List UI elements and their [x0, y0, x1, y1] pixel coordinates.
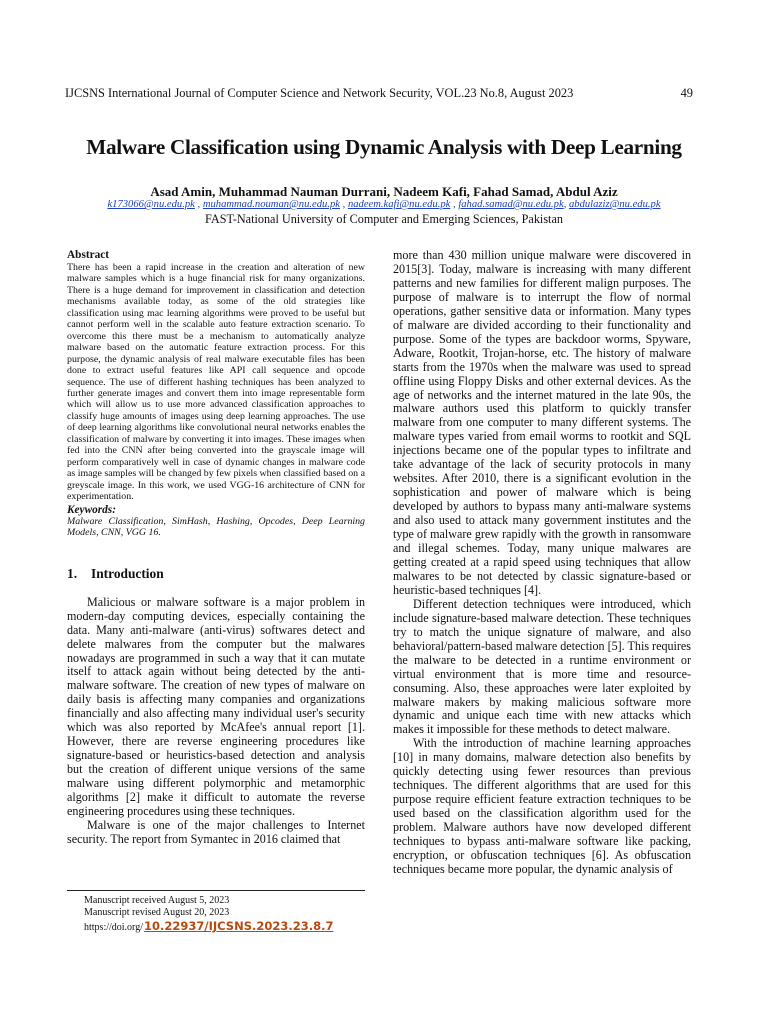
keywords-body: Malware Classification, SimHash, Hashing, Opcodes, Deep Learning Models, CNN, VGG 16.: [67, 515, 365, 539]
section-number: 1.: [67, 565, 78, 581]
journal-name: IJCSNS International Journal of Computer Science and Network Security, VOL.23 No.8, August 2023: [65, 86, 574, 100]
page-number: 49: [680, 86, 693, 100]
author-emails: k173066@nu.edu.pk , muhammad.nouman@nu.edu.pk , nadeem.kafi@nu.edu.pk , fahad.samad@nu.edu.pk, abdulaziz@nu.edu.pk: [107, 199, 661, 210]
email-link[interactable]: fahad.samad@nu.edu.pk: [458, 199, 564, 210]
footnote-divider: [67, 890, 365, 891]
email-link[interactable]: k173066@nu.edu.pk: [107, 199, 195, 210]
email-link[interactable]: nadeem.kafi@nu.edu.pk: [347, 199, 451, 210]
manuscript-received: Manuscript received August 5, 2023: [84, 895, 230, 906]
paper-title: Malware Classification using Dynamic Analysis with Deep Learning: [86, 135, 682, 159]
abstract-heading: Abstract: [67, 249, 110, 261]
intro-paragraph: more than 430 million unique malware were discovered in 2015[3]. Today, malware is increasing with many different patterns and new families for different malign purposes. The purpose of malware is to interrupt the flow of normal operations, gather sensitive data or information. Many types of malware are divided according to their functionality and purpose. Some of the types are backdoor worms, Spyware, Adware, Rootkit, Trojan-horse, etc. The history of malware starts from the 1970s when the malware was used to spread offline using Floppy Disks and other external devices. As the age of networks and the internet matured in the late 90s, the malware authors used this platform to quickly transfer malware from one computer to many different systems. The malware types varied from email worms to rootkit and SQL injections became one of the popular types to infiltrate and take advantage of the lack of security protocols in many websites. After 2010, there is a significant evolution in the sophistication and power of malware which is being developed by authors to bypass many anti-malware systems and also used to attack many government institutes and the type of malware grew rapidly with the growth in ransomware and illegal schemes. Today, many unique malwares are getting created at a rapid speed using techniques that allow malwares to be not detected by classic signature-based or heuristic-based techniques [4].: [393, 248, 691, 597]
section-title: Introduction: [91, 565, 164, 581]
keywords-heading: Keywords:: [67, 503, 116, 516]
intro-paragraph: Malicious or malware software is a major problem in modern-day computing devices, especially containing the data. Many anti-malware (anti-virus) softwares detect and delete malwares from the computer but the malwares nowadays are programmed in such a way that it can mutate itself to attack again without being detected by the anti-malware software. The creation of new types of malware on daily basis is affecting many companies and organizations financially and also affecting many individual user's security which was also reported by McAfee's annual report [1]. However, there are reverse engineering procedures like signature-based or heuristics-based detection and analysis but the creation of different unique versions of the same malware using different polymorphic and metamorphic algorithms [2] make it difficult to automate the reverse engineering procedures using these techniques.: [67, 594, 365, 818]
footnotes: [84, 895, 333, 934]
doi-link[interactable]: 10.22937/IJCSNS.2023.23.8.7: [144, 918, 334, 933]
intro-paragraph: Malware is one of the major challenges to Internet security. The report from Symantec in 2016 claimed that: [67, 817, 365, 846]
intro-paragraph: With the introduction of machine learning approaches [10] in many domains, malware detection also benefits by quickly detecting using fewer resources than previous techniques. The different algorithms that are used for this purpose require efficient feature extraction techniques to be used based on the classification algorithm used for the problem. Malware authors have now developed different techniques to bypass anti-malware software like packing, encryption, or obfuscation techniques [6]. As obfuscation techniques became more popular, the dynamic analysis of: [393, 736, 691, 876]
right-column: [393, 249, 691, 877]
intro-paragraph: Different detection techniques were introduced, which include signature-based malware detection. These techniques try to match the unique signature of malware, and also behavioral/pattern-based malware detection [5]. This requires the malware to be detected in a runtime environment or virtual environment that is more time and resource-consuming. Also, these approaches were later exploited by malware makers by making malicious software more dynamic and unique each time with new attacks which makes it impossible for these methods to detect malware.: [393, 596, 691, 737]
section-heading-introduction: [67, 566, 365, 582]
author-list: Asad Amin, Muhammad Nauman Durrani, Nadeem Kafi, Fahad Samad, Abdul Aziz: [150, 184, 618, 199]
email-link[interactable]: abdulaziz@nu.edu.pk: [568, 199, 661, 210]
affiliation: FAST-National University of Computer and Emerging Sciences, Pakistan: [205, 212, 563, 226]
manuscript-revised: Manuscript revised August 20, 2023: [84, 907, 230, 919]
abstract-body: There has been a rapid increase in the creation and alteration of new malware samples which is a huge financial risk for many organizations. There is a huge demand for improvement in classification and detection mechanisms available today, as some of the old strategies like classification using mac learning algorithms were proved to be useful but cannot perform well in the scalable auto feature extraction scenario. To overcome this there must be a mechanism to automatically analyze malware based on the automatic feature extraction process. For this purpose, the dynamic analysis of real malware executable files has been done to extract useful features like API call sequence and opcode sequence. The use of different hashing techniques has been analyzed to further generate images and convert them into image representable form which will allow us to use more advanced classification approaches to classify huge amounts of images using deep learning approaches. The use of deep learning algorithms like convolutional neural networks enables the classification of malware by converting it into images. These images when fed into the CNN after being converted into the grayscale image will perform comparatively well in case of dynamic changes in malware code as image samples will be changed by few pixels when classified based on a greyscale image. In this work, we used VGG-16 architecture of CNN for experimentation.: [67, 262, 365, 503]
doi-prefix: https://doi.org/: [84, 921, 143, 933]
email-link[interactable]: muhammad.nouman@nu.edu.pk: [202, 199, 340, 210]
left-column: [67, 249, 365, 847]
doi-line: [84, 920, 333, 934]
